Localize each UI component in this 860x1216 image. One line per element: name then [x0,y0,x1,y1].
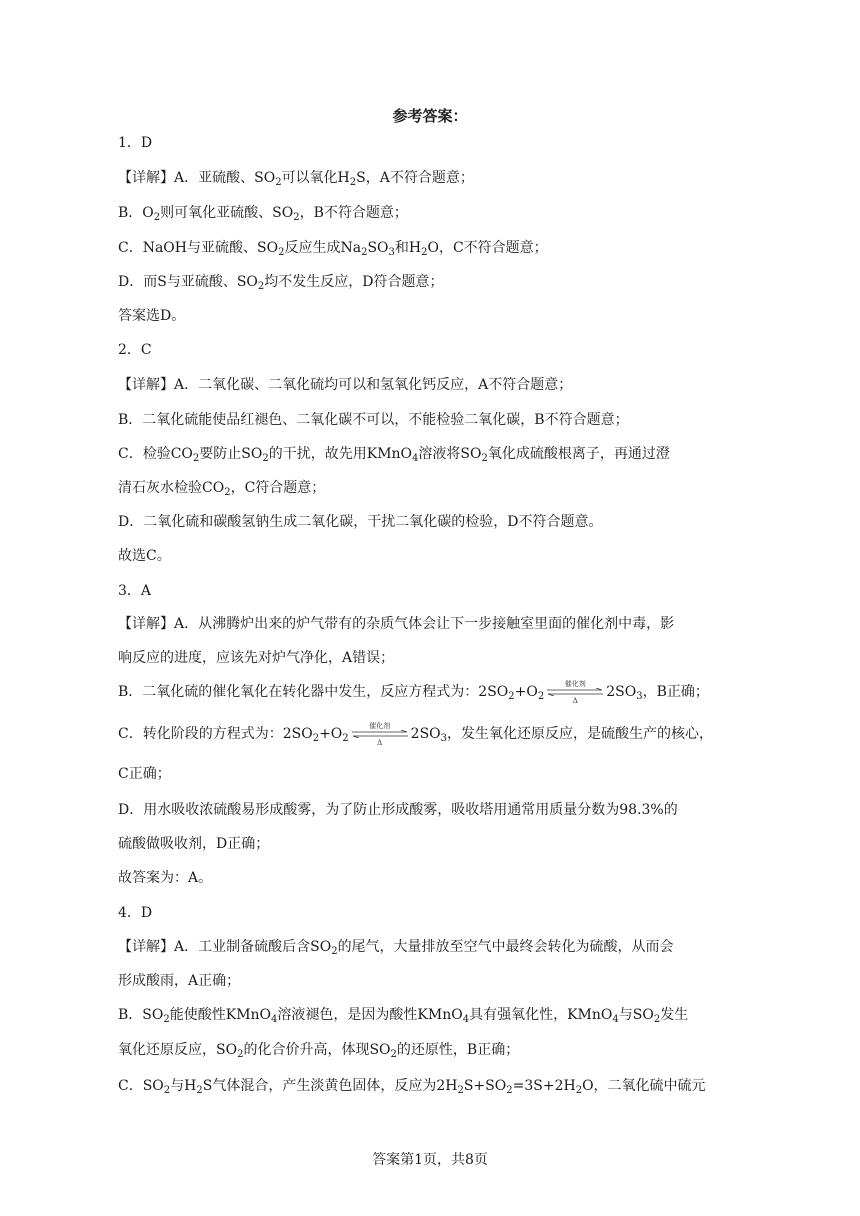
q2-option-c-line1: C．检验$CO_2$要防止$SO_2$的干扰，故先用KMnO$_4$溶液将$SO_2$氧化成硫酸根离子，再通过澄 [118,446,670,464]
q3-option-c: C．转化阶段的方程式为：$2SO_2+O_2$ 催化剂 Δ $2SO_3$，发生氧化还原反应，是硫酸生产的核心， [118,722,714,747]
q2-option-a: 【详解】A．二氧化碳、二氧化硫均可以和氢氧化钙反应，A不符合题意； [118,377,573,393]
reversible-arrow: 催化剂 Δ [546,682,604,702]
q2-answer: 故选C。 [118,548,171,564]
q3-number: 3．A [118,583,152,599]
q2-option-d: D．二氧化硫和碳酸氢钠生成二氧化碳，干扰二氧化碳的检验，D不符合题意。 [118,514,603,530]
q3-option-b: B．二氧化硫的催化氧化在转化器中发生，反应方程式为：$2SO_2+O_2$ 催化剂 Δ $2SO_3$，B正确； [118,680,709,705]
q3-answer: 故答案为：A。 [118,870,213,886]
q1-answer: 答案选D。 [118,308,186,324]
q3-option-d-line1: D．用水吸收浓硫酸易形成酸雾，为了防止形成酸雾，吸收塔用通常用质量分数为98.3%的 [118,802,678,818]
q3-option-c-line2: C正确； [118,766,171,782]
q4-option-a-line1: 【详解】A．工业制备硫酸后含$SO_2$的尾气，大量排放至空气中最终会转化为硫酸，从而会 [118,939,674,957]
q1-option-c: C．NaOH与亚硫酸、$SO_2$反应生成$Na_2SO_3$和$H_2O$，C不符合题意； [118,240,548,258]
page-footer: 答案第1页，共8页 [372,1152,488,1168]
q2-number: 2．C [118,342,152,358]
reversible-arrow: 催化剂 Δ [351,724,409,744]
page-title: 参考答案： [392,107,468,125]
q2-option-c-line2: 清石灰水检验$CO_2$，C符合题意； [118,480,326,498]
q2-option-b: B．二氧化硫能使品红褪色、二氧化碳不可以，不能检验二氧化碳，B不符合题意； [118,412,629,428]
q3-option-a-line1: 【详解】A．从沸腾炉出来的炉气带有的杂质气体会让下一步接触室里面的催化剂中毒，影 [118,616,675,632]
q4-option-b-line2: 氧化还原反应，$SO_2$的化合价升高，体现$SO_2$的还原性，B正确； [118,1042,520,1060]
q1-number: 1．D [118,135,153,151]
q3-option-a-line2: 响反应的进度，应该先对炉气净化，A错误； [118,650,395,666]
q4-number: 4．D [118,905,153,921]
q3-option-d-line2: 硫酸做吸收剂，D正确； [118,836,270,852]
q4-option-a-line2: 形成酸雨，A正确； [118,973,241,989]
q4-option-b-line1: B．$SO_2$能使酸性KMnO$_4$溶液褪色，是因为酸性KMnO$_4$具有强氧化性，KMnO$_4$与$SO_2$发生 [118,1007,689,1025]
q1-option-b: B．$O_2$则可氧化亚硫酸、$SO_2$，B不符合题意； [118,205,408,223]
q1-option-d: D．而S与亚硫酸、$SO_2$均不发生反应，D符合题意； [118,274,444,292]
q4-option-c: C．$SO_2$与$H_2S$气体混合，产生淡黄色固体，反应为$2H_2S+SO_2=3S+2H_2O$，二氧化硫中硫元 [118,1078,706,1096]
q1-option-a: 【详解】A．亚硫酸、$SO_2$可以氧化$H_2S$，A不符合题意； [118,170,474,188]
